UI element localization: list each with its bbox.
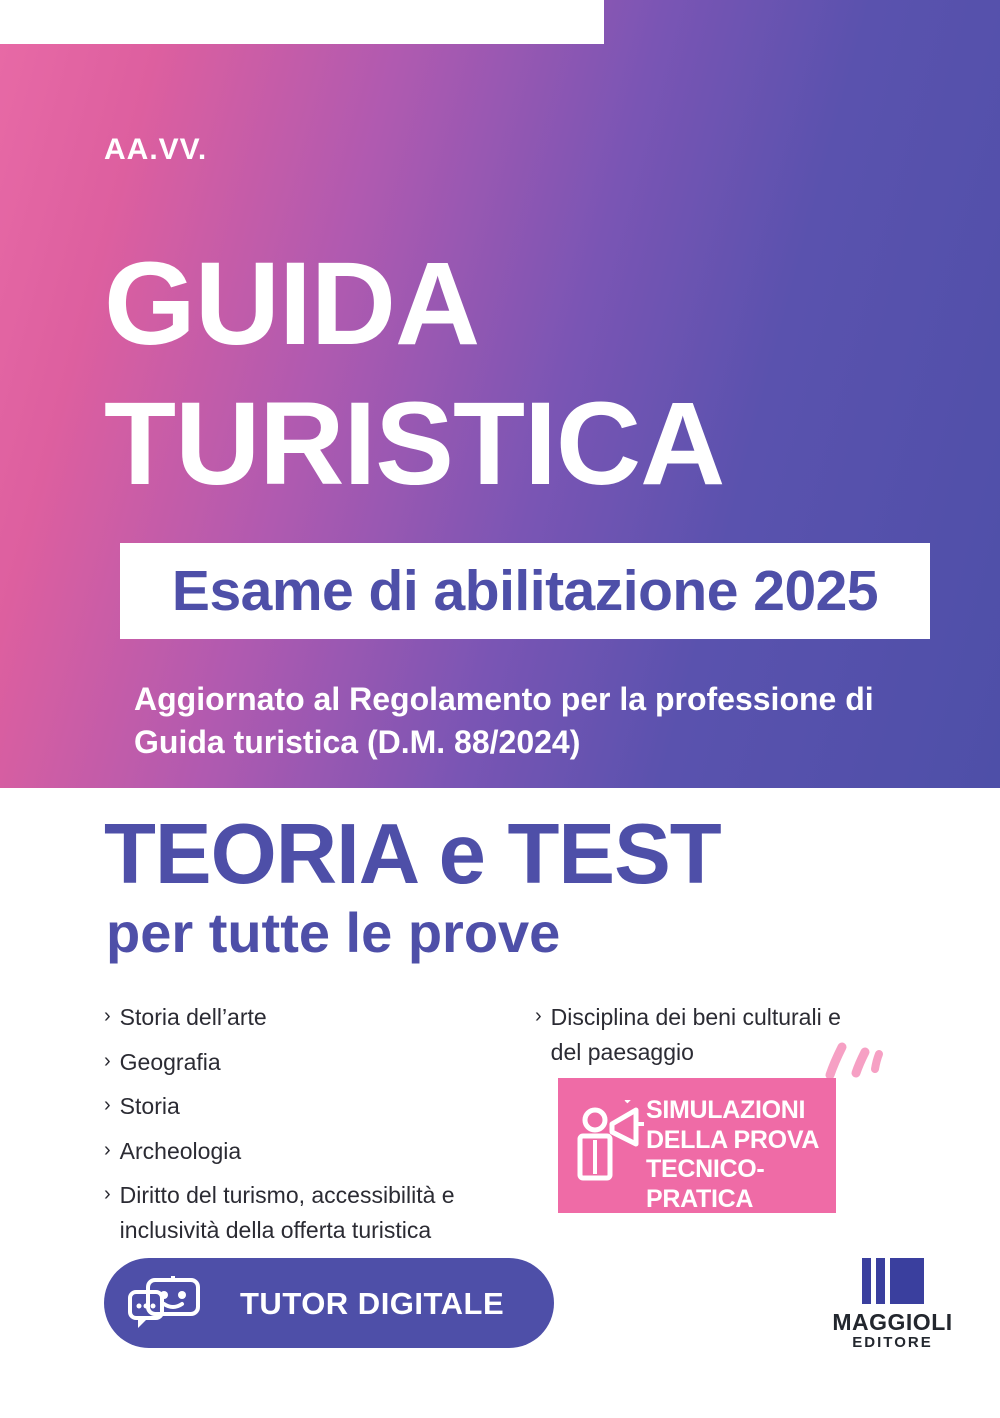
topics-list-right xyxy=(535,1000,865,1079)
book-title-line-2: TURISTICA xyxy=(104,378,725,510)
chevron-right-icon: › xyxy=(104,1005,111,1027)
publisher-subtitle: EDITORE xyxy=(852,1334,933,1352)
badge-line-3: TECNICO-PRATICA xyxy=(646,1155,765,1213)
topics-list-left xyxy=(104,1000,504,1257)
logo-bars-icon xyxy=(830,1258,955,1304)
chevron-right-icon: › xyxy=(104,1094,111,1116)
topic-label: Geografia xyxy=(119,1048,221,1075)
section-heading: TEORIA e TEST xyxy=(104,807,721,902)
topic-label: Storia dell’arte xyxy=(119,1004,267,1030)
chevron-right-icon: › xyxy=(104,1049,111,1072)
badge-line-2: DELLA PROVA xyxy=(646,1125,820,1154)
badge-line-1: SIMULAZIONI xyxy=(646,1096,806,1124)
topic-label: Disciplina dei beni culturali e del paesaggio xyxy=(550,1004,841,1065)
tutor-digitale-banner xyxy=(104,1258,554,1348)
list-item xyxy=(104,1089,504,1124)
list-item xyxy=(104,1134,504,1169)
tutor-digitale-label: TUTOR DIGITALE xyxy=(240,1286,505,1321)
cover-body-panel xyxy=(0,788,1000,1418)
list-item xyxy=(104,1000,504,1035)
chevron-right-icon: › xyxy=(104,1183,111,1205)
subtitle-band xyxy=(120,543,930,639)
chevron-right-icon: › xyxy=(535,1005,542,1027)
book-subtitle: Esame di abilitazione 2025 xyxy=(171,559,879,623)
update-note: Aggiornato al Regolamento per la professione di Guida turistica (D.M. 88/2024) xyxy=(134,681,874,761)
badge-text xyxy=(646,1096,826,1214)
simulations-badge xyxy=(558,1078,836,1213)
hero-notch-gap xyxy=(580,0,604,44)
publisher-name: MAGGIOLI xyxy=(832,1309,953,1335)
section-subheading: per tutte le prove xyxy=(106,901,561,964)
topic-label: Archeologia xyxy=(119,1137,242,1164)
topic-label: Diritto del turismo, accessibilità e inclusività della offerta turistica xyxy=(119,1182,455,1243)
book-title-line-1: GUIDA xyxy=(104,238,480,370)
list-item xyxy=(104,1178,504,1247)
hero-notch-left xyxy=(0,0,580,44)
list-item xyxy=(104,1045,504,1080)
chat-robot-icon xyxy=(126,1276,210,1332)
chevron-right-icon: › xyxy=(104,1138,111,1161)
list-item xyxy=(535,1000,865,1069)
publisher-logo xyxy=(830,1258,955,1350)
megaphone-icon xyxy=(574,1100,644,1185)
topic-label: Storia xyxy=(119,1093,180,1119)
author-name: AA.VV. xyxy=(104,133,208,166)
